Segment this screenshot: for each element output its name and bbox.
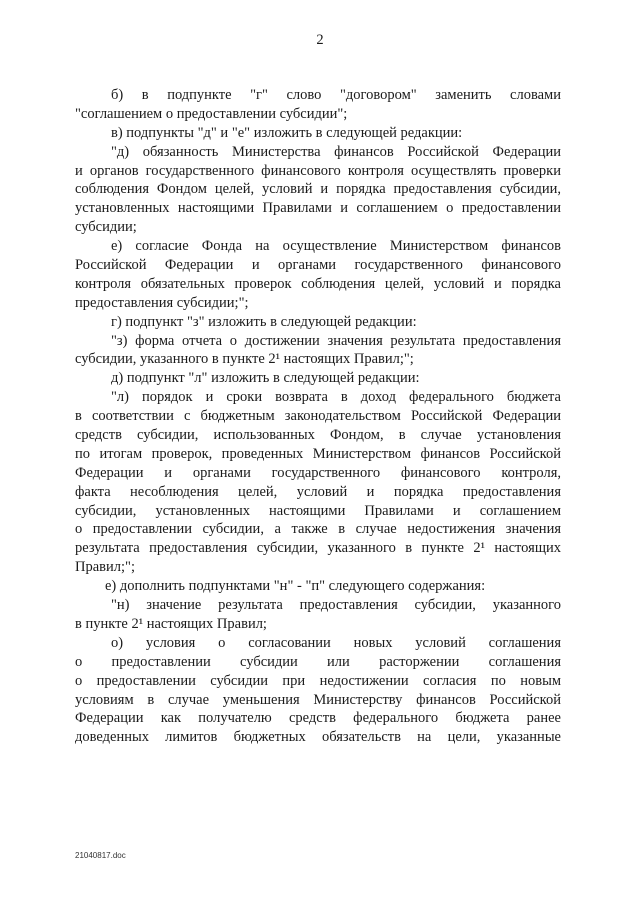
text-line: "соглашением о предоставлении субсидии"; — [75, 105, 348, 122]
document-footer-filename: 21040817.doc — [75, 851, 126, 860]
text-line: средств субсидии, использованных Фондом, в случае установления — [75, 427, 561, 444]
text-line: доведенных лимитов бюджетных обязательств на цели, указанные — [75, 729, 561, 746]
text-line: субсидии, установленных настоящими Правилами и соглашением — [75, 502, 561, 519]
text-line: е) согласие Фонда на осуществление Министерством финансов — [111, 238, 561, 255]
text-line: субсидии; — [75, 219, 137, 236]
text-line: и органов государственного финансового контроля осуществлять проверки — [75, 162, 561, 179]
text-line: о предоставлении субсидии при недостижении согласия по новым — [75, 672, 561, 689]
text-line: факта несоблюдения целей, условий и порядка предоставления — [75, 483, 561, 500]
text-line: д) подпункт "л" изложить в следующей редакции: — [111, 370, 420, 387]
text-line: е) дополнить подпунктами "н" - "п" следующего содержания: — [105, 578, 486, 595]
text-line: по итогам проверок, проведенных Министерством финансов Российской — [75, 445, 561, 462]
text-line: "д) обязанность Министерства финансов Российской Федерации — [111, 143, 561, 160]
text-line: установленных настоящими Правилами и соглашением о предоставлении — [75, 200, 561, 217]
text-line: контроля обязательных проверок соблюдения целей, условий и порядка — [75, 275, 561, 292]
page-number: 2 — [316, 32, 324, 48]
text-line: Федерации как получателю средств федерального бюджета ранее — [75, 710, 561, 727]
text-line: Правил;"; — [75, 559, 135, 576]
text-line: "з) форма отчета о достижении значения результата предоставления — [111, 332, 561, 349]
text-line: "л) порядок и сроки возврата в доход федерального бюджета — [111, 389, 561, 406]
text-line: в) подпункты "д" и "е" изложить в следующей редакции: — [111, 124, 463, 141]
text-line: о предоставлении субсидии или расторжении соглашения — [75, 653, 561, 670]
text-line: соблюдения Фондом целей, условий и порядка предоставления субсидии, — [75, 181, 561, 198]
text-line: в соответствии с бюджетным законодательством Российской Федерации — [75, 408, 561, 425]
text-line: о) условия о согласовании новых условий соглашения — [111, 634, 561, 651]
text-line: результата предоставления субсидии, указанного в пункте 2¹ настоящих — [75, 540, 561, 557]
text-line: Федерации и органами государственного финансового контроля, — [75, 464, 561, 481]
text-line: в пункте 2¹ настоящих Правил; — [75, 615, 267, 632]
text-line: о предоставлении субсидии, а также в случае недостижения значения — [75, 521, 561, 538]
text-line: б) в подпункте "г" слово "договором" заменить словами — [111, 87, 561, 103]
text-line: "н) значение результата предоставления субсидии, указанного — [111, 597, 561, 614]
text-line: г) подпункт "з" изложить в следующей редакции: — [111, 313, 417, 330]
document-body — [75, 86, 561, 747]
text-line: предоставления субсидии;"; — [75, 294, 249, 311]
text-line: Российской Федерации и органами государственного финансового — [75, 257, 561, 274]
text-line: субсидии, указанного в пункте 2¹ настоящих Правил;"; — [75, 351, 414, 368]
text-line: условиям в случае уменьшения Министерству финансов Российской — [75, 691, 561, 708]
